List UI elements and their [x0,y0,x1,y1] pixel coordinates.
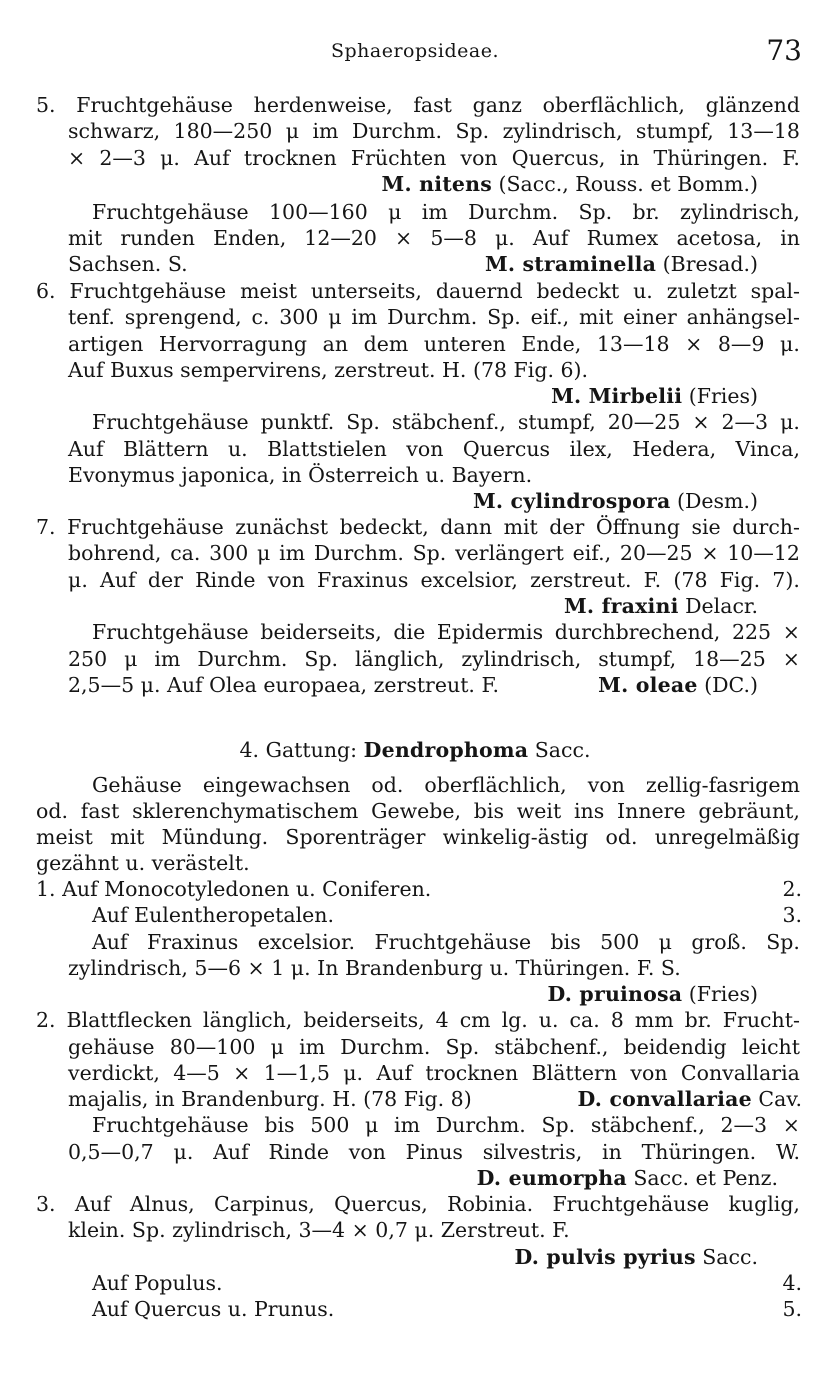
species-author: Sacc. [695,1245,758,1269]
word: Blattstielen [267,437,387,461]
word: excelsior. [257,930,356,954]
word: Vinca, [735,437,800,461]
word: bohrend, [68,541,162,565]
word: × [782,647,800,671]
word: Sp. [487,305,521,329]
word: zerstreut. [530,568,632,592]
key-number: 5. [782,1297,802,1321]
word: 500 [600,930,640,954]
word: artigen [68,332,144,356]
species-author: (Fries) [682,384,758,408]
word: br. [632,200,660,224]
word: dann [440,515,493,539]
word: Hervorragung [158,332,308,356]
word: Auf [92,930,128,954]
word: × [782,1113,800,1137]
word: Öffnung [595,515,680,539]
word: × [692,410,710,434]
species-name-line [0,169,830,199]
word: 250 [68,647,108,671]
word: μ. [343,1061,364,1085]
word: gebräunt, [698,799,800,823]
word: Rinde [195,568,256,592]
species-name: M. Mirbelii [551,384,683,408]
word: zuletzt [666,279,737,303]
word: ganz [472,93,522,117]
word: Fig. [719,568,761,592]
species-name: D. pulvis pyrius [514,1245,696,1269]
word: 7. [36,515,56,539]
word: Rumex [586,226,659,250]
text: 1. Auf Monocotyledonen u. Coniferen. [36,877,432,901]
word: Enden, [213,226,287,250]
word: Fruchtgehäuse [76,93,233,117]
word: Auf [532,226,569,250]
word: Sp. [541,1113,576,1137]
word: zellig-fasrigem [645,773,800,797]
word: schwarz, [68,119,161,143]
word: Blattflecken [66,1008,192,1032]
word: unteren [423,332,506,356]
word: unregelmäßig [654,825,800,849]
word: Carpinus, [213,1192,315,1216]
word: stumpf, [635,119,714,143]
word: im [312,119,339,143]
word: u. [227,437,248,461]
species-author: Sacc. et Penz. [626,1166,778,1190]
word: Blättern [531,1061,618,1085]
word: μ. [780,332,800,356]
word: Gewebe, [371,799,462,823]
text: Evonymus japonica, in Österreich u. Bayern. [68,463,533,487]
word: in [602,1140,622,1164]
word: Durchm. [197,647,288,671]
word: 180—250 [173,119,273,143]
word: 3. [36,1192,56,1216]
word: ilex, [569,437,613,461]
word: F. [643,568,662,592]
species-author: (Desm.) [670,489,758,513]
word: bis [550,930,581,954]
word: Fruchtgehäuse [92,620,249,644]
word: Sp. [766,930,800,954]
word: Auf [194,146,230,170]
word: stäbchenf., [494,1035,609,1059]
word: br. [684,1008,712,1032]
word: Auf [68,437,104,461]
word: im [421,200,448,224]
word: × [68,146,86,170]
word: länglich, [355,647,445,671]
word: cm [459,1008,491,1032]
word: einer [623,305,677,329]
word: excelsior, [420,568,518,592]
word: Sp. [304,647,339,671]
word: runden [120,226,195,250]
word: u. [633,279,653,303]
word: anhängsel- [686,305,800,329]
species-name: M. straminella [484,252,657,276]
word: Thüringen. [641,1140,757,1164]
word: stäbchenf., [391,410,506,434]
text-line [0,407,830,437]
species-name: M. nitens [381,172,492,196]
genus-heading: 4. Gattung: Dendrophoma Sacc. [239,738,591,762]
word: u. [538,1008,559,1032]
species-author: (DC.) [697,673,758,697]
species-name: M. oleae [598,673,698,697]
word: od. [36,799,68,823]
word: kuglig, [728,1192,800,1216]
word: mit [110,825,145,849]
word: Fruchtgehäuse [92,1113,249,1137]
word: ca. [569,1008,600,1032]
word: μ. [160,146,180,170]
word: 300 [279,305,319,329]
word: mit [68,226,103,250]
word: gehäuse [68,1035,155,1059]
word: sklerenchymatischem [132,799,359,823]
word: punktf. [260,410,335,434]
word: Gehäuse [92,773,182,797]
word: Quercus, [511,146,606,170]
word: zylindrisch, [680,200,800,224]
species-author: Cav. [751,1087,802,1111]
species-author: Delacr. [678,594,758,618]
text-line [0,116,830,146]
word: 500 [310,1113,350,1137]
word: μ. [173,1140,194,1164]
word: beidendig [623,1035,727,1059]
word: mit [578,305,614,329]
text-line [0,538,830,568]
word: trocknen [425,1061,519,1085]
word: sprengend, [124,305,242,329]
word: Durchm. [435,1113,526,1137]
word: acetosa, [676,226,763,250]
word: Frucht- [722,1008,800,1032]
word: Auf [74,1192,111,1216]
word: Mündung. [161,825,269,849]
word: Quercus [462,437,551,461]
word: 12—20 [304,226,377,250]
key-line [0,900,830,930]
word: 2. [36,1008,56,1032]
word: Sp. [455,119,490,143]
word: 225 [731,620,772,644]
word: Sp. [412,541,447,565]
justified-text [68,302,800,332]
justified-text [68,538,800,568]
text-line [0,670,830,700]
word: Auf [100,568,136,592]
word: Sporenträger [285,825,426,849]
word: winkelig-ästig [442,825,589,849]
word: stäbchenf., [590,1113,705,1137]
word: 1—1,5 [263,1061,330,1085]
word: μ [257,541,271,565]
key-number: 2. [782,877,802,901]
word: μ [124,647,138,671]
word: verdickt, [68,1061,160,1085]
word: stumpf, [517,410,596,434]
word: 8—9 [717,332,765,356]
species-name: M. fraxini [564,594,679,618]
genus-name: Dendrophoma [363,738,529,762]
word: in [619,146,640,170]
word: leicht [741,1035,800,1059]
word: × [685,332,703,356]
word: meist [240,279,297,303]
word: bedeckt, [339,515,429,539]
justified-text [68,116,800,146]
word: μ [270,1035,284,1059]
word: Durchm. [387,305,478,329]
word: Durchm. [340,1035,431,1059]
text-line [0,302,830,332]
word: groß. [691,930,747,954]
word: im [279,541,306,565]
word: fast [80,799,120,823]
word: × [701,541,719,565]
word: spal- [750,279,800,303]
page-number: 73 [766,34,802,67]
word: zunächst [235,515,329,539]
key-line [0,1294,830,1324]
justified-text [36,1005,800,1035]
text: Auf Quercus u. Prunus. [92,1297,335,1321]
word: 5. [36,93,56,117]
text: Auf Populus. [92,1271,223,1295]
text-line [0,617,830,647]
text-line [0,249,830,279]
word: sie [691,515,721,539]
word: von [267,568,305,592]
word: silvestris, [482,1140,583,1164]
word: fast [413,93,452,117]
key-number: 3. [782,903,802,927]
word: trocknen [243,146,337,170]
word: × [233,1061,251,1085]
word: od. [371,773,404,797]
word: zylindrisch, [502,119,623,143]
word: bis [264,1113,295,1137]
word: Fruchtgehäuse [92,410,249,434]
word: der [549,515,585,539]
word: glänzend [705,93,800,117]
word: eif., [530,305,570,329]
word: herdenweise, [253,93,393,117]
word: verlängert [455,541,564,565]
word: 100—160 [269,200,368,224]
word: 2—3 [721,410,769,434]
word: Durchm. [351,119,443,143]
species-author: (Fries) [682,982,758,1006]
word: ins [573,799,605,823]
word: an [322,332,349,356]
word: die [393,620,426,644]
word: Thüringen. [653,146,769,170]
word: Durchm. [468,200,559,224]
word: Innere [617,799,686,823]
word: bedeckt [536,279,620,303]
word: lg. [501,1008,528,1032]
word: oberflächlich, [542,93,685,117]
word: im [299,1035,326,1059]
word: eif., [572,541,612,565]
word: von [460,146,498,170]
word: 6. [36,279,56,303]
word: Auf [213,1140,249,1164]
word: μ. [780,410,800,434]
species-author: (Bresad.) [656,252,758,276]
word: oberflächlich, [424,773,567,797]
word: 10—12 [727,541,800,565]
word: Fruchtgehäuse [69,279,227,303]
word: tenf. [68,305,115,329]
word: μ. [68,568,88,592]
word: Früchten [350,146,447,170]
word: Fruchtgehäuse [92,200,249,224]
word: μ [285,119,300,143]
word: 2—3 [99,146,146,170]
word: ca. [170,541,201,565]
word: Rinde [268,1140,329,1164]
word: bis [473,799,504,823]
word: Sp. [578,200,613,224]
word: 13—18 [596,332,670,356]
word: Quercus, [334,1192,428,1216]
word: Fraxinus [147,930,239,954]
word: Sp. [445,1035,480,1059]
word: Fraxinus [317,568,409,592]
word: Fruchtgehäuse [374,930,532,954]
word: im [154,647,181,671]
text-line [0,1110,830,1140]
text-line [0,1005,830,1035]
species-name: M. cylindrospora [472,489,671,513]
word: Blättern [123,437,209,461]
word: beiderseits, [260,620,382,644]
text: Auf Eulentheropetalen. [92,903,335,927]
word: 4 [435,1008,449,1032]
justified-text [92,617,800,647]
word: μ [365,1113,379,1137]
word: 300 [209,541,249,565]
word: von [630,1061,668,1085]
word: c. [251,305,270,329]
word: 13—18 [727,119,800,143]
word: weit [516,799,562,823]
species-name: D. eumorpha [476,1166,627,1190]
word: zylindrisch, [461,647,582,671]
word: μ [328,305,342,329]
word: Epidermis [436,620,544,644]
word: in [780,226,800,250]
word: W. [775,1140,800,1164]
word: 5—8 [430,226,477,250]
word: × [782,620,800,644]
word: 80—100 [169,1035,256,1059]
word: im [394,1113,421,1137]
justified-text [92,407,800,437]
species-author: (Sacc., Rouss. et Bomm.) [491,172,758,196]
word: 20—25 [619,541,693,565]
word: Fruchtgehäuse [552,1192,710,1216]
word: im [351,305,378,329]
word: meist [36,825,93,849]
text: majalis, in Brandenburg. H. (78 Fig. 8) [68,1087,472,1111]
word: der [147,568,183,592]
word: von [587,773,625,797]
word: μ [388,200,402,224]
word: 7). [772,568,800,592]
word: Sp. [346,410,380,434]
key-number: 4. [782,1271,802,1295]
word: unterseits, [310,279,422,303]
justified-text [92,1110,800,1140]
species-name: D. convallariae [577,1087,752,1111]
text: klein. Sp. zylindrisch, 3—4 × 0,7 μ. Zerstreut. F. [68,1218,570,1242]
word: länglich, [202,1008,293,1032]
text: 2,5—5 μ. Auf Olea europaea, zerstreut. F. [68,673,500,697]
word: 2—3 [720,1113,768,1137]
word: 8 [610,1008,624,1032]
word: Auf [376,1061,413,1085]
word: von [406,437,444,461]
word: Alnus, [129,1192,195,1216]
word: Pinus [405,1140,463,1164]
word: μ. [494,226,515,250]
word: 0,5—0,7 [68,1140,154,1164]
text: gezähnt u. verästelt. [36,851,250,875]
text: Sachsen. S. [68,252,188,276]
word: Fruchtgehäuse [67,515,224,539]
word: Hedera, [632,437,717,461]
word: beiderseits, [303,1008,425,1032]
word: Durchm. [313,541,404,565]
text-line [0,1215,830,1245]
word: × [395,226,413,250]
word: eingewachsen [202,773,351,797]
word: 4—5 [173,1061,220,1085]
word: 20—25 [607,410,681,434]
word: durch- [732,515,800,539]
word: dem [363,332,409,356]
text: Auf Buxus sempervirens, zerstreut. H. (78 Fig. 6). [68,358,589,382]
word: Convallaria [680,1061,800,1085]
word: dauernd [435,279,523,303]
word: stumpf, [598,647,677,671]
word: mm [634,1008,674,1032]
word: durchbrechend, [554,620,721,644]
word: mit [503,515,538,539]
word: von [348,1140,386,1164]
running-header: Sphaeropsideae. [330,40,500,62]
word: μ [658,930,672,954]
text: zylindrisch, 5—6 × 1 μ. In Brandenburg u. Thüringen. F. S. [68,956,681,980]
word: od. [605,825,638,849]
word: Ende, [521,332,582,356]
word: F. [782,146,800,170]
word: (78 [673,568,708,592]
species-name: D. pruinosa [547,982,683,1006]
word: Robinia. [447,1192,534,1216]
word: 18—25 [693,647,766,671]
